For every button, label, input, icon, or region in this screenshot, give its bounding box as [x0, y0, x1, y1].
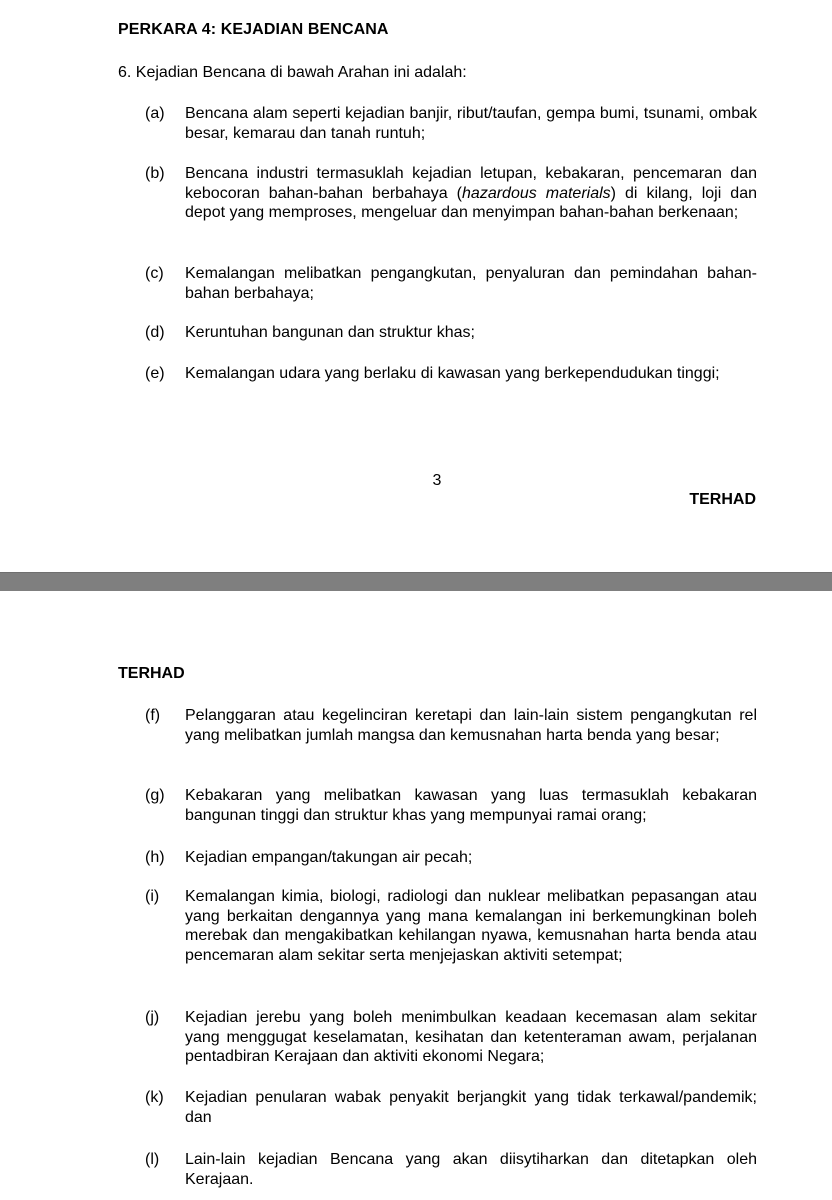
item-text: Kemalangan udara yang berlaku di kawasan yang berkependudukan tinggi;	[185, 365, 720, 382]
item-text: Kemalangan melibatkan pengangkutan, penyaluran dan pemindahan bahan-bahan berbahaya;	[185, 265, 757, 302]
item-text: Bencana alam seperti kejadian banjir, ribut/taufan, gempa bumi, tsunami, ombak besar, kemarau dan tanah runtuh;	[185, 105, 757, 142]
list-item-a	[145, 104, 757, 143]
list-item-i	[145, 887, 757, 965]
item-label: (d)	[145, 324, 165, 341]
classification-label: TERHAD	[689, 491, 756, 508]
item-text: Kemalangan kimia, biologi, radiologi dan nuklear melibatkan pepasangan atau yang berkaitan dengannya yang mana kemalangan ini berkemungkinan boleh merebak dan mengakibatkan kehilangan nyawa, kemusnahan harta benda atau pencemaran alam sekitar serta menjejaskan aktiviti setempat;	[185, 888, 757, 964]
item-label: (f)	[145, 707, 161, 724]
document-page-3	[0, 0, 832, 572]
item-text: Kebakaran yang melibatkan kawasan yang luas termasuklah kebakaran bangunan tinggi dan struktur khas yang mempunyai ramai orang;	[185, 787, 757, 824]
list-item-h	[145, 848, 757, 868]
list-item-d	[145, 323, 757, 343]
item-label: (l)	[145, 1151, 160, 1168]
item-label: (b)	[145, 165, 165, 182]
item-label: (j)	[145, 1009, 160, 1026]
item-text: Bencana industri termasuklah kejadian letupan, kebakaran, pencemaran dan kebocoran bahan-bahan berbahaya (hazardous materials) di kilang, loji dan depot yang memproses, mengeluar dan menyimpan bahan-bahan berkenaan;	[185, 165, 757, 222]
item-label: (k)	[145, 1089, 164, 1106]
classification-label: TERHAD	[118, 665, 185, 682]
item-label: (g)	[145, 787, 165, 804]
italic-term: hazardous materials	[462, 184, 611, 202]
list-item-l	[145, 1150, 757, 1189]
section-heading: PERKARA 4: KEJADIAN BENCANA	[118, 21, 389, 38]
list-item-j	[145, 1008, 757, 1067]
item-text: Lain-lain kejadian Bencana yang akan diisytiharkan dan ditetapkan oleh Kerajaan.	[185, 1151, 757, 1188]
item-text: Pelanggaran atau kegelinciran keretapi dan lain-lain sistem pengangkutan rel yang melibatkan jumlah mangsa dan kemusnahan harta benda yang besar;	[185, 707, 757, 744]
item-text: Kejadian jerebu yang boleh menimbulkan keadaan kecemasan alam sekitar yang menggugat keselamatan, kesihatan dan ketenteraman awam, perjalanan pentadbiran Kerajaan dan aktiviti ekonomi Negara;	[185, 1009, 757, 1066]
list-item-b	[145, 164, 757, 223]
item-text: Kejadian penularan wabak penyakit berjangkit yang tidak terkawal/pandemik; dan	[185, 1089, 757, 1126]
list-item-k	[145, 1088, 757, 1127]
page-separator	[0, 572, 832, 592]
item-label: (i)	[145, 888, 160, 905]
document-page-4	[0, 591, 832, 1200]
item-text: Kejadian empangan/takungan air pecah;	[185, 849, 473, 866]
intro-paragraph: 6. Kejadian Bencana di bawah Arahan ini adalah:	[118, 64, 467, 81]
item-label: (h)	[145, 849, 165, 866]
list-item-e	[145, 364, 757, 384]
list-item-c	[145, 264, 757, 303]
item-text: Keruntuhan bangunan dan struktur khas;	[185, 324, 475, 341]
item-label: (c)	[145, 265, 164, 282]
item-label: (e)	[145, 365, 165, 382]
list-item-f	[145, 706, 757, 745]
page-number: 3	[432, 472, 442, 489]
item-label: (a)	[145, 105, 165, 122]
list-item-g	[145, 786, 757, 825]
